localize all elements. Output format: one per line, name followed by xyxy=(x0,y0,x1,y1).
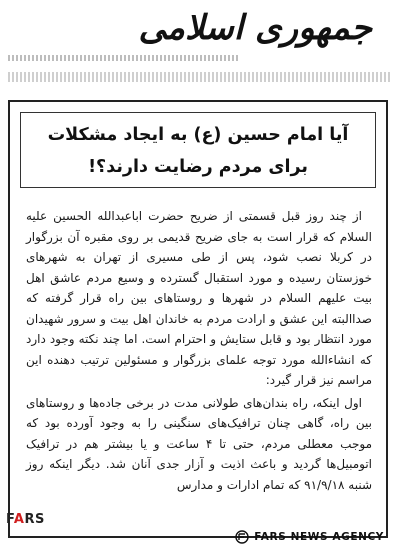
paragraph-1: از چند روز قبل قسمتی از ضریح حضرت اباعبدالله الحسین علیه السلام که قرار است به جای ضریح قدیمی بر روی مقبره آن بزرگوار در کربلا نصب شود، پس از طی مسیری از تهران به شهرهای خوزستان رسیده و مورد استقبال گسترده و وسیع مردم عاشق اهل بیت علیهم السلام در شهرها و روستاهای بین راه قرار گرفته که صداالبته این عشق و ارادت مردم به خاندان اهل بیت و سرور شهیدان مورد انتظار بود و قابل ستایش و احترام است. اما چند نکته وجود دارد که انشاءالله مورد توجه علمای بزرگوار و مسئولین ترتیب دهنده این مراسم نیز قرار گیرد: xyxy=(26,209,372,387)
hatched-divider xyxy=(8,72,392,82)
headline-line-2: برای مردم رضایت دارند؟! xyxy=(88,157,308,177)
article-frame xyxy=(8,100,388,538)
masthead-rule xyxy=(8,55,238,61)
masthead xyxy=(0,0,400,72)
paragraph-2: اول اینکه، راه بندان‌های طولانی مدت در برخی جاده‌ها و روستاهای بین راه، گاهی چنان ترافیک‌های سنگینی را به وجود آورده بود که موجب معطلی مردم، حتی تا ۴ ساعت و یا بیشتر هم در ترافیک اتومبیل‌ها گردید و باعث اذیت و آزار جدی آنان شد. دیگر اینکه روز شنبه ۹۱/۹/۱۸ که تمام ادارات و مدارس xyxy=(26,395,372,492)
headline-box xyxy=(20,112,376,188)
watermark-suffix: RS xyxy=(24,512,45,527)
agency-name: FARS NEWS AGENCY xyxy=(254,531,384,543)
fars-logo-icon xyxy=(235,530,249,544)
newspaper-title: جمهوری اسلامی xyxy=(138,8,372,48)
article-body xyxy=(26,206,372,495)
watermark-prefix: F xyxy=(6,512,14,527)
agency-footer xyxy=(235,530,384,544)
headline-line-1: آیا امام حسین (ع) به ایجاد مشکلات xyxy=(47,125,349,145)
fars-watermark xyxy=(6,512,45,527)
watermark-accent: A xyxy=(13,512,25,527)
